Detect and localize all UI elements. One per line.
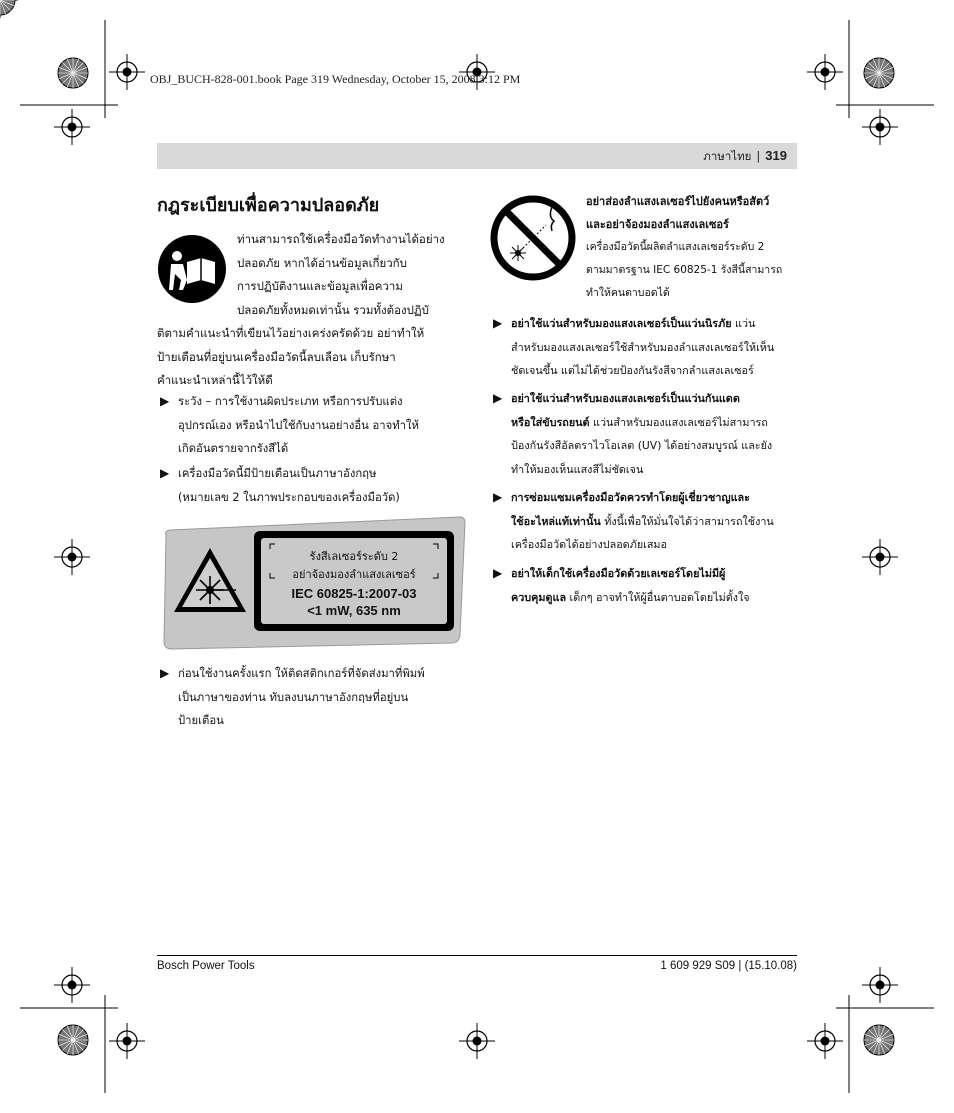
warning-bold-line: อย่าส่องลำแสงเลเซอร์ไปยังคนหรือสัตว์ xyxy=(586,195,770,208)
bullet-line: เครื่องมือวัดได้อย่างปลอดภัยเสมอ xyxy=(511,538,668,551)
intro-line: คำแนะนำเหล่านี้ไว้ให้ดี xyxy=(157,373,273,387)
bullet-bold: ใช้อะไหล่แท้เท่านั้น xyxy=(511,514,601,528)
bullet-line: ก่อนใช้งานครั้งแรก ให้ติดสติกเกอร์ที่จัดส่งมาที่พิมพ์ xyxy=(178,667,425,680)
bullet-english-label xyxy=(160,462,473,509)
label-line-class: รังสีเลเซอร์ระดับ 2 xyxy=(309,550,399,563)
bullet-line: ป้ายเตือน xyxy=(178,714,224,727)
warning-label-illustration xyxy=(160,515,466,651)
bullet-line: ระวัง – การใช้งานผิดประเภท หรือการปรับแต่ง xyxy=(178,395,403,408)
bullet-repair xyxy=(493,486,801,557)
bullet-line: ชัดเจนขึ้น แต่ไม่ได้ช่วยป้องกันรังสีจากลำแสงเลเซอร์ xyxy=(511,364,754,377)
bullet-arrow-icon: ▶ xyxy=(160,666,170,680)
bullet-arrow-icon: ▶ xyxy=(160,466,170,480)
intro-line: ท่านสามารถใช้เครื่องมือวัดทำงานได้อย่าง xyxy=(237,232,445,246)
bullet-line: เครื่องมือวัดนี้มีป้ายเตือนเป็นภาษาอังกฤษ xyxy=(178,467,377,480)
footer-rule xyxy=(157,955,797,956)
bullet-children xyxy=(493,562,801,609)
bullet-bold: อย่าให้เด็กใช้เครื่องมือวัดด้วยเลเซอร์โดยไม่มีผู้ xyxy=(511,567,726,580)
bullet-text: เด็กๆ อาจทำให้ผู้อื่นตาบอดโดยไม่ตั้งใจ xyxy=(566,590,750,604)
bullet-bold: อย่าใช้แว่นสำหรับมองแสงเลเซอร์เป็นแว่นกันแดด xyxy=(511,392,740,405)
bullet-arrow-icon: ▶ xyxy=(493,566,503,580)
warning-line: เครื่องมือวัดนี้ผลิตลำแสงเลเซอร์ระดับ 2 xyxy=(586,241,765,253)
warning-bold-line: และอย่าจ้องมองลำแสงเลเซอร์ xyxy=(586,218,729,231)
bullet-line xyxy=(511,510,801,534)
language-label: ภาษาไทย xyxy=(703,149,752,163)
bullet-sunglasses xyxy=(493,387,801,481)
header-separator: | xyxy=(756,149,761,163)
label-line-power: <1 mW, 635 nm xyxy=(307,603,401,618)
bullet-bold: อย่าใช้แว่นสำหรับมองแสงเลเซอร์เป็นแว่นนิรภัย xyxy=(511,317,732,330)
bullet-text: ทั้งนี้เพื่อให้มั่นใจได้ว่าสามารถใช้งาน xyxy=(600,514,774,528)
label-line-warning: อย่าจ้องมองลำแสงเลเซอร์ xyxy=(292,568,416,581)
page-header-text xyxy=(703,148,787,166)
laser-warning-text xyxy=(586,190,801,305)
bullet-laser-glasses xyxy=(493,312,801,383)
bullet-line: เป็นภาษาของท่าน ทับลงบนภาษาอังกฤษที่อยู่บน xyxy=(178,690,409,704)
intro-line: การปฏิบัติงานและข้อมูลเพื่อความ xyxy=(237,279,403,293)
print-header-line: OBJ_BUCH-828-001.book Page 319 Wednesday, October 15, 2008 3:12 PM xyxy=(150,72,521,86)
page-number: 319 xyxy=(765,148,787,163)
bullet-line: ทำให้มองเห็นแสงสีไม่ชัดเจน xyxy=(511,462,644,476)
intro-paragraph xyxy=(157,228,467,393)
section-title: กฎระเบียบเพื่อความปลอดภัย xyxy=(157,195,380,216)
bullet-line xyxy=(511,586,801,610)
bullet-bold: หรือใส่ขับรถยนต์ xyxy=(511,415,590,429)
footer-doc-number: 1 609 929 S09 | (15.10.08) xyxy=(660,960,797,972)
bullet-line: อุปกรณ์เอง หรือนำไปใช้กับงานอย่างอื่น อาจทำให้ xyxy=(178,418,419,432)
page-header-band xyxy=(157,143,797,169)
bullet-line: (หมายเลข 2 ในภาพประกอบของเครื่องมือวัด) xyxy=(178,490,400,504)
label-background xyxy=(160,515,466,651)
warning-line: ทำให้คนตาบอดได้ xyxy=(586,287,670,299)
footer-brand: Bosch Power Tools xyxy=(157,960,255,972)
intro-line: ป้ายเตือนที่อยู่บนเครื่องมือวัดนี้ลบเลือน เก็บรักษา xyxy=(157,349,396,364)
bullet-caution xyxy=(160,390,473,461)
bullet-line xyxy=(511,411,801,435)
bullet-line: สำหรับมองแสงเลเซอร์ใช้สำหรับมองลำแสงเลเซอร์ให้เห็น xyxy=(511,340,775,354)
bullet-text: แว่น xyxy=(731,317,756,330)
bullet-bold: การซ่อมแซมเครื่องมือวัดควรทำโดยผู้เชี่ยวชาญและ xyxy=(511,491,750,504)
no-laser-at-eyes-icon xyxy=(490,195,576,281)
bullet-line xyxy=(511,312,801,336)
bullet-text: แว่นสำหรับมองแสงเลเซอร์ไม่สามารถ xyxy=(589,415,768,429)
bullet-arrow-icon: ▶ xyxy=(493,490,503,504)
bullet-line: ป้องกันรังสีอัลตราไวโอเลต (UV) ได้อย่างสมบูรณ์ และยัง xyxy=(511,439,773,452)
bullet-line: เกิดอันตรายจากรังสีได้ xyxy=(178,442,289,455)
bullet-sticker xyxy=(160,662,478,733)
warning-line: ตามมาตรฐาน IEC 60825-1 รังสีนี้สามารถ xyxy=(586,264,783,276)
bullet-bold: ควบคุมดูแล xyxy=(511,590,567,604)
bullet-arrow-icon: ▶ xyxy=(160,394,170,408)
intro-line: ปลอดภัย หากได้อ่านข้อมูลเกี่ยวกับ xyxy=(237,255,407,270)
intro-line: ปลอดภัยทั้งหมดเท่านั้น รวมทั้งต้องปฏิบั xyxy=(237,302,429,317)
bullet-arrow-icon: ▶ xyxy=(493,391,503,405)
label-line-standard: IEC 60825-1:2007-03 xyxy=(291,586,417,601)
bullet-arrow-icon: ▶ xyxy=(493,316,503,330)
intro-line: ติตามคำแนะนำที่เขียนไว้อย่างเคร่งครัดด้วย อย่าทำให้ xyxy=(157,326,425,340)
